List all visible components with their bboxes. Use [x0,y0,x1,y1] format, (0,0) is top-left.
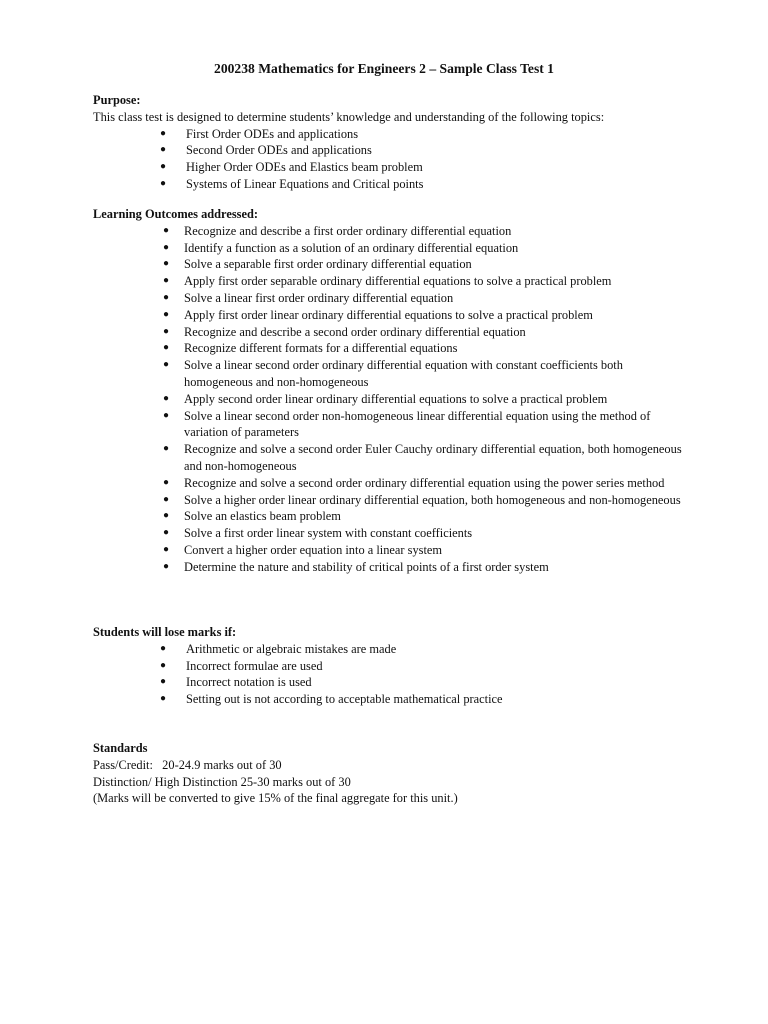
outcome-text: Identify a function as a solution of an ordinary differential equation [184,240,519,255]
outcome-text: Apply first order separable ordinary differential equations to solve a practical problem [184,274,612,289]
list-item [93,559,693,576]
topic-text: Second Order ODEs and applications [186,143,372,158]
list-item [93,307,693,324]
bullet-icon: ● [163,560,170,572]
bullet-icon: ● [160,676,167,688]
list-item [93,674,693,691]
bullet-icon: ● [160,127,167,139]
list-item [93,542,693,559]
list-item [93,492,693,509]
lose-marks-heading: Students will lose marks if: [93,625,237,639]
lose-marks-section [93,624,693,708]
outcomes-list [93,223,693,576]
purpose-section [93,92,693,193]
lose-marks-text: Arithmetic or algebraic mistakes are made [186,641,397,656]
bullet-icon: ● [163,241,170,253]
lose-marks-text: Incorrect formulae are used [186,658,323,673]
list-item [93,475,693,492]
list-item [93,408,693,442]
topic-text: Systems of Linear Equations and Critical points [186,176,424,191]
list-item [93,126,693,143]
outcome-text: Apply second order linear ordinary differential equations to solve a practical problem [184,391,608,406]
bullet-icon: ● [163,291,170,303]
list-item [93,256,693,273]
outcomes-heading: Learning Outcomes addressed: [93,207,258,221]
bullet-icon: ● [163,308,170,320]
list-item [93,176,693,193]
list-item [93,391,693,408]
outcome-text: Solve a first order linear system with constant coefficients [184,526,473,541]
bullet-icon: ● [160,144,167,156]
outcome-text: Determine the nature and stability of critical points of a first order system [184,559,549,574]
standards-note: (Marks will be converted to give 15% of the final aggregate for this unit.) [93,791,458,806]
bullet-icon: ● [163,392,170,404]
topic-text: First Order ODEs and applications [186,126,359,141]
bullet-icon: ● [163,510,170,522]
bullet-icon: ● [163,476,170,488]
distinction-line: Distinction/ High Distinction 25-30 marks out of 30 [93,774,351,789]
bullet-icon: ● [160,177,167,189]
outcome-text: Solve an elastics beam problem [184,509,341,524]
list-item [93,273,693,290]
outcome-text: Solve a linear second order ordinary differential equation with constant coefficients both homogeneous and non-homogeneous [184,358,623,389]
list-item [93,357,693,391]
outcome-text: Solve a linear second order non-homogeneous linear differential equation using the method of variation of parameters [184,408,651,440]
bullet-icon: ● [163,443,170,455]
pass-credit-line: Pass/Credit: 20-24.9 marks out of 30 [93,757,282,772]
list-item [93,525,693,542]
lose-marks-text: Setting out is not according to acceptable mathematical practice [186,692,503,707]
bullet-icon: ● [163,543,170,555]
outcome-text: Recognize and describe a first order ordinary differential equation [184,223,512,238]
lose-marks-list [93,641,693,708]
list-item [93,340,693,357]
outcome-text: Recognize and solve a second order ordinary differential equation using the power series method [184,475,665,490]
list-item [93,142,693,159]
bullet-icon: ● [163,409,170,421]
bullet-icon: ● [163,258,170,270]
list-item [93,691,693,708]
lose-marks-text: Incorrect notation is used [186,675,312,690]
page-title: 200238 Mathematics for Engineers 2 – Sample Class Test 1 [214,61,554,76]
bullet-icon: ● [160,161,167,173]
list-item [93,641,693,658]
outcomes-section [93,206,693,576]
topics-list [93,126,693,193]
list-item [93,290,693,307]
outcome-text: Solve a linear first order ordinary differential equation [184,290,454,305]
bullet-icon: ● [163,342,170,354]
standards-heading: Standards [93,741,148,755]
bullet-icon: ● [160,693,167,705]
bullet-icon: ● [160,659,167,671]
outcome-text: Recognize different formats for a differential equations [184,341,458,356]
list-item [93,658,693,675]
outcome-text: Recognize and describe a second order ordinary differential equation [184,324,526,339]
standards-section [93,740,693,807]
topic-text: Higher Order ODEs and Elastics beam problem [186,160,423,175]
list-item [93,223,693,240]
bullet-icon: ● [163,275,170,287]
bullet-icon: ● [163,224,170,236]
bullet-icon: ● [163,527,170,539]
list-item [93,441,693,475]
outcome-text: Apply first order linear ordinary differential equations to solve a practical problem [184,307,593,322]
bullet-icon: ● [160,642,167,654]
list-item [93,159,693,176]
purpose-intro: This class test is designed to determine students’ knowledge and understanding of the following topics: [93,109,605,124]
bullet-icon: ● [163,493,170,505]
bullet-icon: ● [163,325,170,337]
outcome-text: Solve a separable first order ordinary differential equation [184,257,472,272]
list-item [93,324,693,341]
bullet-icon: ● [163,359,170,371]
purpose-heading: Purpose: [93,93,141,107]
list-item [93,240,693,257]
outcome-text: Solve a higher order linear ordinary differential equation, both homogeneous and non-homogeneous [184,492,681,507]
outcome-text: Recognize and solve a second order Euler Cauchy ordinary differential equation, both homogeneous and non-homogeneous [184,442,682,473]
outcome-text: Convert a higher order equation into a linear system [184,542,443,557]
list-item [93,508,693,525]
